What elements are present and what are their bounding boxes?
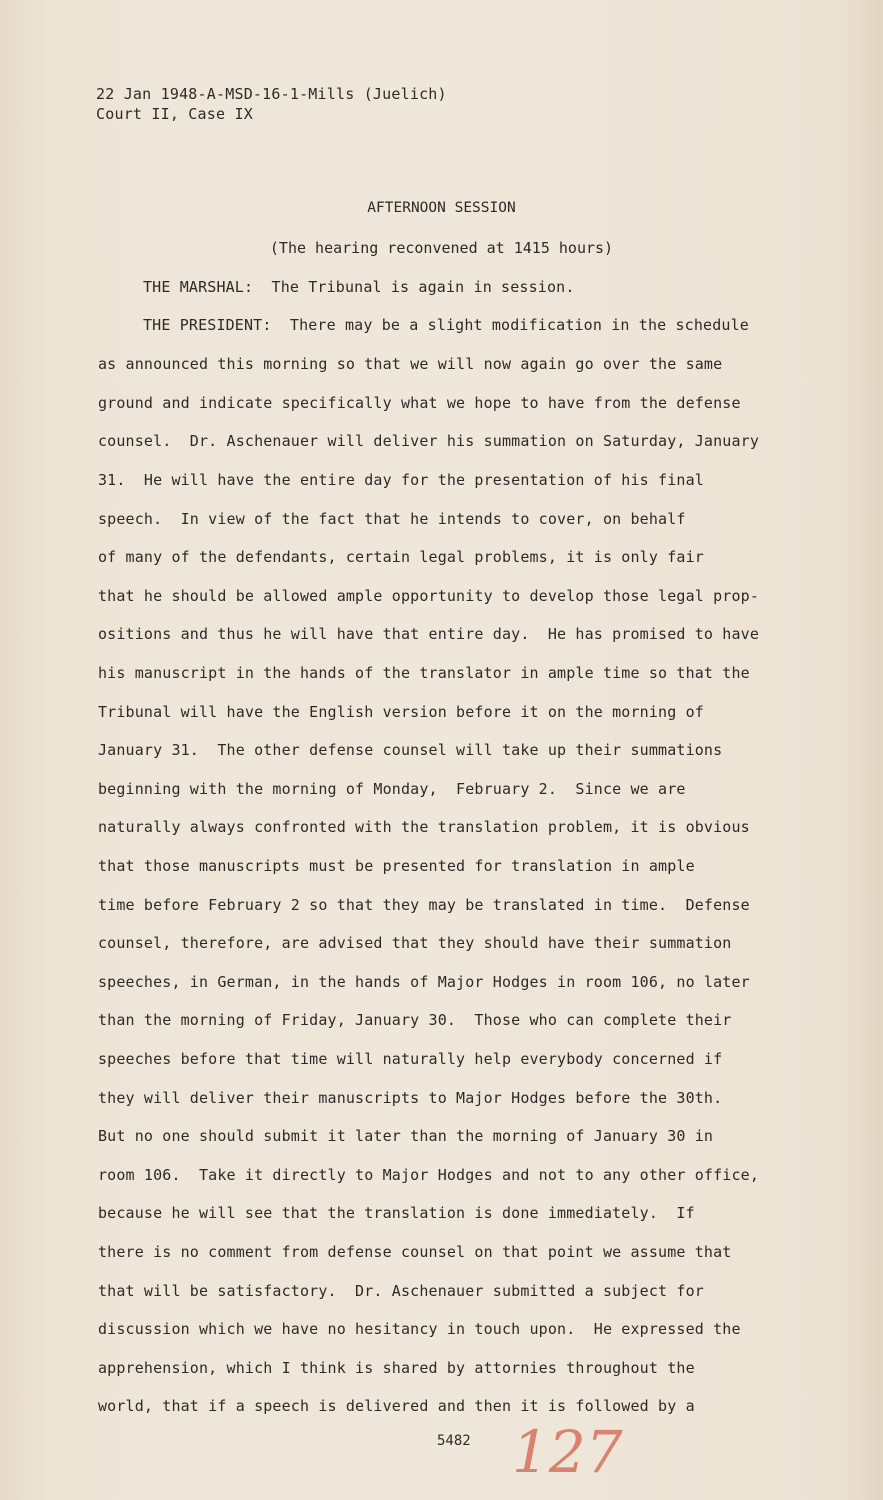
body-line: counsel, therefore, are advised that they should have their summation bbox=[98, 934, 732, 952]
body-line: they will deliver their manuscripts to Major Hodges before the 30th. bbox=[98, 1089, 723, 1107]
body-line: that he should be allowed ample opportunity to develop those legal prop- bbox=[98, 587, 760, 605]
body-line: Tribunal will have the English version before it on the morning of bbox=[98, 703, 704, 721]
body-line: speech. In view of the fact that he intends to cover, on behalf bbox=[98, 510, 686, 528]
body-line: room 106. Take it directly to Major Hodges and not to any other office, bbox=[98, 1166, 760, 1184]
body-line: speeches, in German, in the hands of Major Hodges in room 106, no later bbox=[98, 973, 750, 991]
body-line: of many of the defendants, certain legal problems, it is only fair bbox=[98, 548, 704, 566]
document-header bbox=[96, 84, 447, 124]
handwritten-folio-text: 127 bbox=[512, 1418, 623, 1482]
body-line: there is no comment from defense counsel on that point we assume that bbox=[98, 1243, 732, 1261]
body-line: that those manuscripts must be presented for translation in ample bbox=[98, 857, 695, 875]
body-line: counsel. Dr. Aschenauer will deliver his summation on Saturday, January bbox=[98, 432, 760, 450]
session-title: AFTERNOON SESSION bbox=[367, 200, 516, 216]
body-line: his manuscript in the hands of the translator in ample time so that the bbox=[98, 664, 750, 682]
body-line: world, that if a speech is delivered and then it is followed by a bbox=[98, 1397, 695, 1415]
body-line: beginning with the morning of Monday, February 2. Since we are bbox=[98, 780, 686, 798]
page-number: 5482 bbox=[437, 1433, 471, 1449]
body-line: than the morning of Friday, January 30. Those who can complete their bbox=[98, 1011, 732, 1029]
body-line: naturally always confronted with the translation problem, it is obvious bbox=[98, 818, 750, 836]
header-court-case: Court II, Case IX bbox=[96, 105, 253, 123]
body-line: because he will see that the translation is done immediately. If bbox=[98, 1204, 695, 1222]
body-line: ositions and thus he will have that entire day. He has promised to have bbox=[98, 625, 760, 643]
body-line: January 31. The other defense counsel will take up their summations bbox=[98, 741, 723, 759]
body-line: But no one should submit it later than the morning of January 30 in bbox=[98, 1127, 714, 1145]
body-line: ground and indicate specifically what we hope to have from the defense bbox=[98, 394, 741, 412]
body-line: time before February 2 so that they may be translated in time. Defense bbox=[98, 896, 750, 914]
body-line: as announced this morning so that we will now again go over the same bbox=[98, 355, 723, 373]
body-line: discussion which we have no hesitancy in touch upon. He expressed the bbox=[98, 1320, 741, 1338]
body-line: speeches before that time will naturally help everybody concerned if bbox=[98, 1050, 723, 1068]
body-line: 31. He will have the entire day for the presentation of his final bbox=[98, 471, 704, 489]
body-line: apprehension, which I think is shared by attornies throughout the bbox=[98, 1359, 695, 1377]
header-reference: 22 Jan 1948-A-MSD-16-1-Mills (Juelich) bbox=[96, 85, 447, 103]
reconvened-note: (The hearing reconvened at 1415 hours) bbox=[269, 239, 614, 257]
body-line: THE PRESIDENT: There may be a slight modification in the schedule bbox=[143, 316, 749, 334]
body-line: THE MARSHAL: The Tribunal is again in session. bbox=[143, 278, 575, 296]
handwritten-folio-number bbox=[508, 1412, 628, 1482]
body-line: that will be satisfactory. Dr. Aschenauer submitted a subject for bbox=[98, 1282, 704, 1300]
